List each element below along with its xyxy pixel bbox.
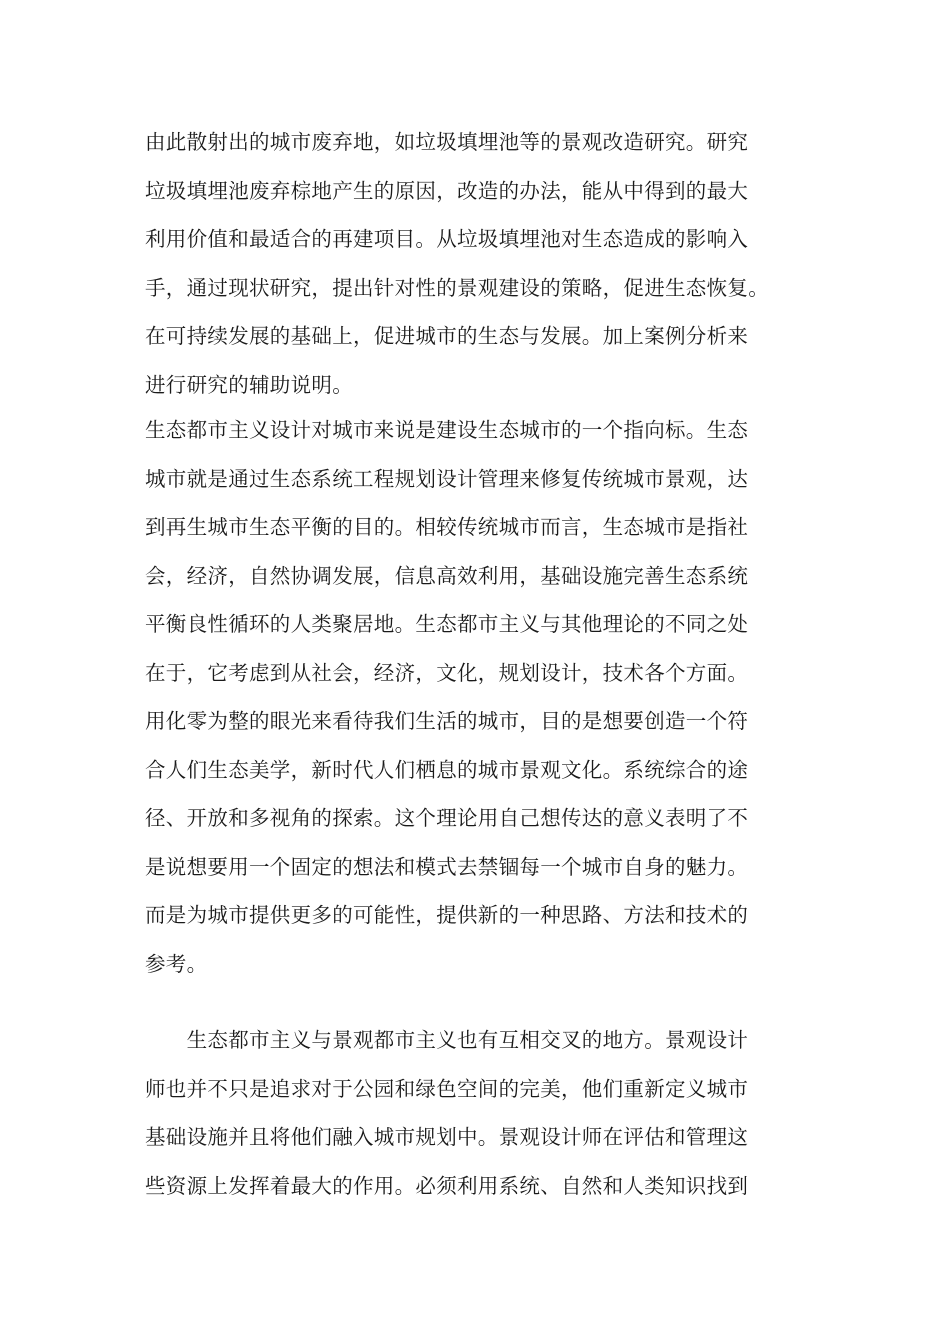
text-line: 径、开放和多视角的探索。这个理论用自己想传达的意义表明了不 <box>145 806 749 830</box>
text-line: 会，经济，自然协调发展，信息高效利用，基础设施完善生态系统 <box>145 563 749 588</box>
text-line: 垃圾填埋池废弃棕地产生的原因，改造的办法，能从中得到的最大 <box>145 178 749 203</box>
text-line: 生态都市主义设计对城市来说是建设生态城市的一个指向标。生态 <box>145 418 749 442</box>
text-line: 在可持续发展的基础上，促进城市的生态与发展。加上案例分析来 <box>145 324 749 348</box>
text-line: 进行研究的辅助说明。 <box>145 372 353 397</box>
text-line: 平衡良性循环的人类聚居地。生态都市主义与其他理论的不同之处 <box>145 612 749 636</box>
text-line: 城市就是通过生态系统工程规划设计管理来修复传统城市景观，达 <box>145 466 749 491</box>
text-line: 而是为城市提供更多的可能性，提供新的一种思路、方法和技术的 <box>145 903 749 927</box>
text-line: 生态都市主义与景观都市主义也有互相交叉的地方。景观设计 <box>145 1028 749 1052</box>
text-line: 师也并不只是追求对于公园和绿色空间的完美，他们重新定义城市 <box>145 1076 749 1101</box>
paragraph-2 <box>145 406 810 988</box>
paragraph-3 <box>145 1016 810 1210</box>
text-line: 在于，它考虑到从社会，经济，文化，规划设计，技术各个方面。 <box>145 660 749 685</box>
text-line: 用化零为整的眼光来看待我们生活的城市，目的是想要创造一个符 <box>145 709 749 733</box>
text-line: 手，通过现状研究，提出针对性的景观建设的策略，促进生态恢复。 <box>145 275 769 300</box>
text-line: 些资源上发挥着最大的作用。必须利用系统、自然和人类知识找到 <box>145 1173 749 1198</box>
text-line: 基础设施并且将他们融入城市规划中。景观设计师在评估和管理这 <box>145 1125 749 1149</box>
text-line: 是说想要用一个固定的想法和模式去禁锢每一个城市自身的魅力。 <box>145 854 749 879</box>
text-line: 由此散射出的城市废弃地，如垃圾填埋池等的景观改造研究。研究 <box>145 130 749 154</box>
text-line: 合人们生态美学，新时代人们栖息的城市景观文化。系统综合的途 <box>145 757 749 782</box>
text-line: 利用价值和最适合的再建项目。从垃圾填埋池对生态造成的影响入 <box>145 227 749 251</box>
text-line: 到再生城市生态平衡的目的。相较传统城市而言，生态城市是指社 <box>145 515 749 539</box>
paragraph-1 <box>145 118 810 409</box>
text-line: 参考。 <box>145 951 208 976</box>
